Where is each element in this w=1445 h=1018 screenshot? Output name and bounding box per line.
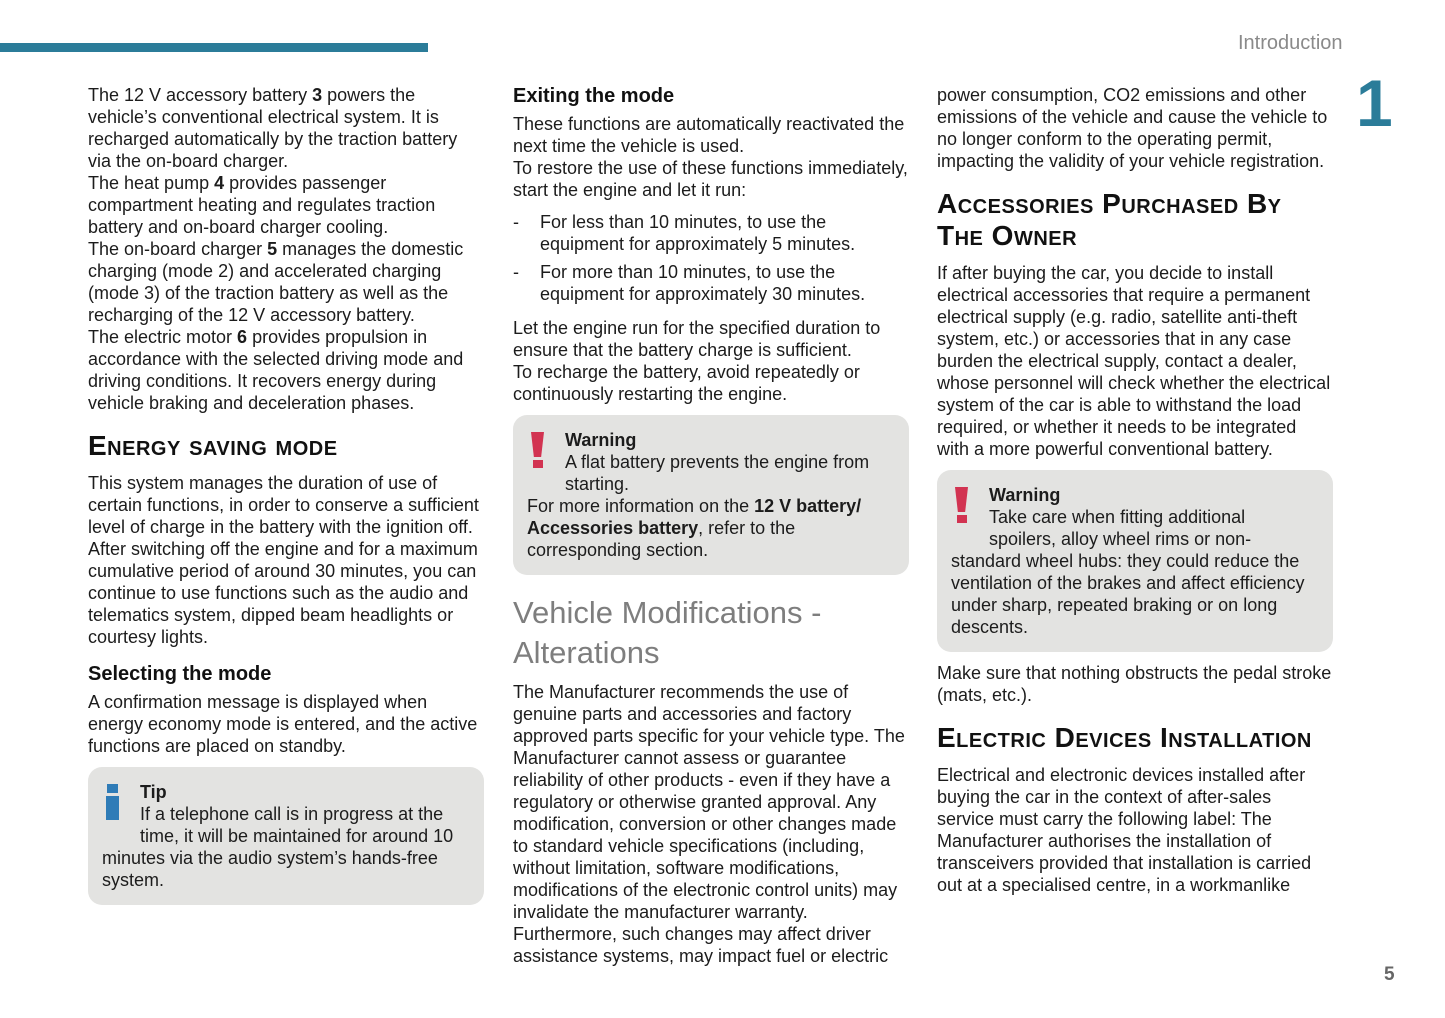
warning-title: Warning — [565, 430, 637, 450]
column-left — [88, 84, 484, 905]
info-icon — [106, 784, 128, 828]
column-center — [513, 84, 909, 967]
warning-body: A flat battery prevents the engine from starting. — [565, 452, 870, 494]
paragraph: To restore the use of these functions immediately, start the engine and let it run: — [513, 158, 908, 200]
tip-box — [88, 767, 484, 905]
paragraph: The 12 V accessory battery 3 powers the vehicle’s conventional electrical system. It is recharged automatically by the traction battery via the on-board charger. — [88, 85, 458, 171]
tip-body: If a telephone call is in progress at the time, it will be maintained for around 10 minutes via the audio system’s hands-free system. — [102, 804, 454, 890]
warning-box — [513, 415, 909, 575]
accent-bar — [0, 43, 428, 52]
chapter-tab-number: 1 — [1356, 66, 1393, 140]
warning-body: For more information on the 12 V battery/ Accessories battery, refer to the corresponding section. — [527, 496, 862, 560]
warning-body: Take care when fitting additional spoilers, alloy wheel rims or non-standard wheel hubs: they could reduce the ventilation of the brakes and affect efficiency under sharp, repeated braking or on long descents. — [951, 507, 1305, 637]
section-heading-electric-devices: Electric Devices Installation — [937, 722, 1312, 753]
bullet-list — [513, 211, 909, 305]
bullet-text: For more than 10 minutes, to use the equipment for approximately 30 minutes. — [540, 262, 866, 304]
bullet-text: For less than 10 minutes, to use the equipment for approximately 5 minutes. — [540, 212, 856, 254]
warning-box — [937, 470, 1333, 652]
paragraph: This system manages the duration of use of certain functions, in order to conserve a sufficient level of charge in the battery with the ignition off. — [88, 473, 479, 537]
bullet-marker: - — [513, 262, 519, 282]
warning-title: Warning — [989, 485, 1061, 505]
list-item — [513, 261, 909, 305]
paragraph: After switching off the engine and for a maximum cumulative period of around 30 minutes, you can continue to use functions such as the audio and telematics system, dipped beam headlights or courtesy lights. — [88, 539, 478, 647]
paragraph: These functions are automatically reactivated the next time the vehicle is used. — [513, 114, 905, 156]
paragraph: The on-board charger 5 manages the domestic charging (mode 2) and accelerated charging (mode 3) of the traction battery as well as the recharging of the 12 V accessory battery. — [88, 239, 464, 325]
section-label: Introduction — [1238, 32, 1343, 54]
paragraph: Let the engine run for the specified duration to ensure that the battery charge is sufficient. — [513, 318, 881, 360]
chapter-heading-vehicle-modifications: Vehicle Modifications - Alterations — [513, 595, 822, 670]
warning-icon — [531, 432, 553, 476]
paragraph: To recharge the battery, avoid repeatedly or continuously restarting the engine. — [513, 362, 860, 404]
paragraph: Electrical and electronic devices installed after buying the car in the context of after-sales service must carry the following label: The Manufacturer authorises the installation of transceivers provided that installation is carried out at a specialised centre, in a workmanlike — [937, 765, 1312, 895]
paragraph: Make sure that nothing obstructs the pedal stroke (mats, etc.). — [937, 663, 1332, 705]
section-heading-energy-saving-mode: Energy saving mode — [88, 430, 338, 461]
paragraph: The electric motor 6 provides propulsion in accordance with the selected driving mode and driving conditions. It recovers energy during vehicle braking and deceleration phases. — [88, 327, 464, 413]
page-number: 5 — [1384, 964, 1395, 985]
warning-icon — [955, 487, 977, 531]
bullet-marker: - — [513, 212, 519, 232]
column-right — [937, 84, 1333, 896]
subheading-exiting-the-mode: Exiting the mode — [513, 85, 675, 107]
paragraph: If after buying the car, you decide to install electrical accessories that require a permanent electrical supply (e.g. radio, satellite anti-theft system, etc.) or accessories that in any case burden the electrical supply, contact a dealer, whose personnel will check whether the electrical system of the car is able to withstand the load required, or whether it needs to be integrated with a more powerful conventional battery. — [937, 263, 1331, 459]
paragraph: The Manufacturer recommends the use of genuine parts and accessories and factory approved parts specific for your vehicle type. The Manufacturer cannot assess or guarantee reliability of other products - even if they have a regulatory or otherwise granted approval. Any modification, conversion or other changes made to standard vehicle specifications (including, without limitation, software modifications, modifications of the electronic control units) may invalidate the manufacturer warranty. Furthermore, such changes may affect driver assistance systems, may impact fuel or electric — [513, 682, 905, 966]
tip-title: Tip — [140, 782, 167, 802]
paragraph: A confirmation message is displayed when energy economy mode is entered, and the active functions are placed on standby. — [88, 692, 478, 756]
section-heading-accessories-purchased: Accessories Purchased By The Owner — [937, 188, 1282, 251]
paragraph: The heat pump 4 provides passenger compartment heating and regulates traction battery and on-board charger cooling. — [88, 173, 436, 237]
subheading-selecting-the-mode: Selecting the mode — [88, 663, 272, 685]
list-item — [513, 211, 909, 255]
paragraph: power consumption, CO2 emissions and other emissions of the vehicle and cause the vehicle to no longer conform to the operating permit, impacting the validity of your vehicle registration. — [937, 85, 1328, 171]
